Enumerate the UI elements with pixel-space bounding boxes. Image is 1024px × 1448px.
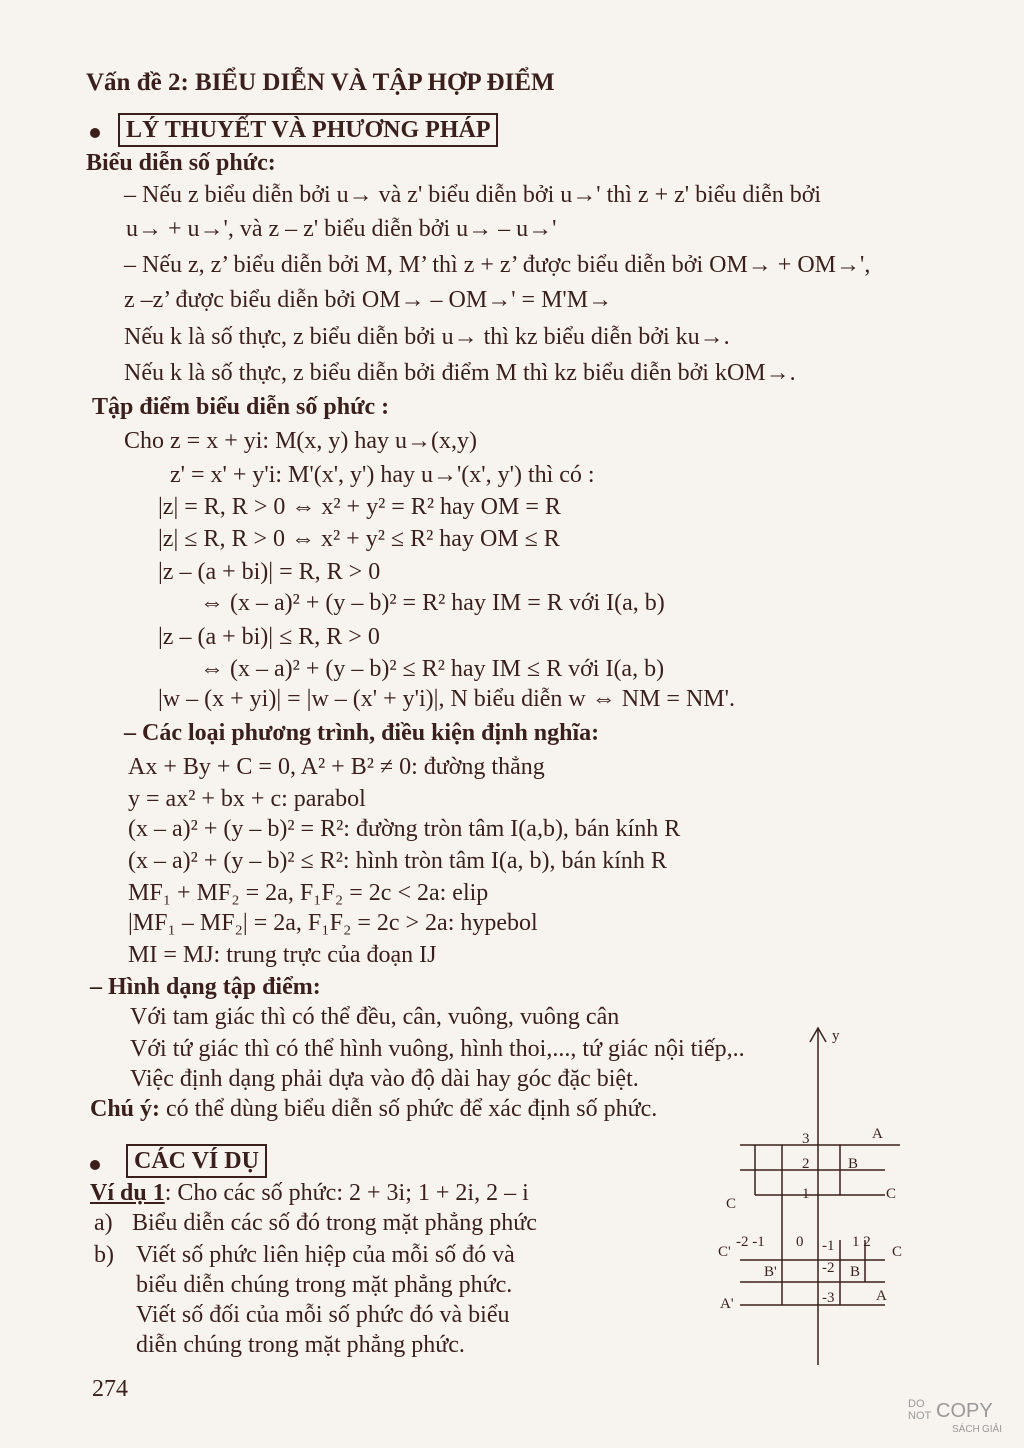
heading-phuong-trinh: – Các loại phương trình, điều kiện định nghĩa: xyxy=(124,720,600,746)
note-line xyxy=(90,1094,657,1124)
point-label: B xyxy=(850,1264,861,1280)
point-label: A' xyxy=(720,1296,734,1312)
text-line: y = ax² + bx + c: parabol xyxy=(128,786,366,812)
text-line: MF₁ + MF₂ = 2a, F₁F₂ = 2c < 2a: elip xyxy=(128,880,489,906)
text-line: Cho z = x + yi: M(x, y) hay u→(x,y) xyxy=(124,428,478,454)
tick-label: 1 2 xyxy=(852,1234,871,1250)
text-line: Với tam giác thì có thể đều, cân, vuông, vuông cân xyxy=(130,1004,620,1030)
tick-label: -2 xyxy=(822,1260,835,1276)
item-b-line: biểu diễn chúng trong mặt phẳng phức. xyxy=(136,1272,513,1298)
watermark-logo xyxy=(908,1398,1008,1438)
point-label: C' xyxy=(718,1244,731,1260)
point-label: B xyxy=(848,1156,859,1172)
text-line: – Nếu z, z’ biểu diễn bởi M, M’ thì z + z’ được biểu diễn bởi OM→ + OM→', xyxy=(124,252,871,278)
note-label: Chú ý: xyxy=(90,1096,161,1122)
text-line: |z – (a + bi)| ≤ R, R > 0 xyxy=(158,624,380,650)
page-title: Vấn đề 2: BIỂU DIỄN VÀ TẬP HỢP ĐIỂM xyxy=(86,69,555,96)
text-line: (x – a)² + (y – b)² ≤ R²: hình tròn tâm I(a, b), bán kính R xyxy=(128,848,667,874)
point-label: C xyxy=(892,1244,903,1260)
item-a-text: Biểu diễn các số đó trong mặt phẳng phức xyxy=(132,1210,537,1236)
section-heading-text: CÁC VÍ DỤ xyxy=(126,1144,267,1178)
heading-hinh-dang: – Hình dạng tập điểm: xyxy=(90,974,321,1000)
tick-label: 2 xyxy=(802,1156,810,1172)
text-line: Ax + By + C = 0, A² + B² ≠ 0: đường thẳng xyxy=(128,754,545,780)
text-line: (x – a)² + (y – b)² = R²: đường tròn tâm I(a,b), bán kính R xyxy=(128,816,681,842)
point-label: B' xyxy=(764,1264,777,1280)
tick-label: 3 xyxy=(802,1131,810,1147)
text-line: ⇔ (x – a)² + (y – b)² ≤ R² hay IM ≤ R với I(a, b) xyxy=(200,656,665,682)
watermark-text: NOT xyxy=(908,1410,932,1422)
text-line: |z| = R, R > 0 ⇔ x² + y² = R² hay OM = R xyxy=(158,494,561,520)
text-line: Với tứ giác thì có thể hình vuông, hình thoi,..., tứ giác nội tiếp,.. xyxy=(130,1036,745,1062)
point-label: A xyxy=(872,1126,883,1142)
page-number: 274 xyxy=(92,1376,128,1402)
complex-plane-figure xyxy=(700,1020,920,1370)
text-line: |z – (a + bi)| = R, R > 0 xyxy=(158,559,381,585)
text-line: z' = x' + y'i: M'(x', y') hay u→'(x', y') thì có : xyxy=(170,462,595,488)
watermark-text: SÁCH xyxy=(952,1424,980,1435)
item-b-line: Viết số đối của mỗi số phức đó và biểu xyxy=(136,1302,510,1328)
text-line: Nếu k là số thực, z biểu diễn bởi u→ thì kz biểu diễn bởi ku→. xyxy=(124,324,730,350)
example-title xyxy=(90,1178,529,1208)
item-b-line: Viết số phức liên hiệp của mỗi số đó và xyxy=(136,1242,515,1268)
text-line: z –z’ được biểu diễn bởi OM→ – OM→' = M'M→ xyxy=(124,287,613,313)
tick-label: -2 -1 xyxy=(736,1234,765,1250)
text-line: u→ + u→', và z – z' biểu diễn bởi u→ – u→' xyxy=(126,216,557,242)
point-label: A xyxy=(876,1288,887,1304)
section-heading-theory xyxy=(118,113,498,147)
section-heading-text: LÝ THUYẾT VÀ PHƯƠNG PHÁP xyxy=(118,113,498,147)
watermark-text: COPY xyxy=(936,1400,993,1422)
tick-label: 0 xyxy=(796,1234,804,1250)
bullet xyxy=(90,128,100,138)
text-line: MI = MJ: trung trực của đoạn IJ xyxy=(128,942,437,968)
heading-tap-diem: Tập điểm biểu diễn số phức : xyxy=(92,394,390,420)
text-line: |z| ≤ R, R > 0 ⇔ x² + y² ≤ R² hay OM ≤ R xyxy=(158,526,560,552)
item-a-mark: a) xyxy=(94,1210,113,1236)
example-label: Ví dụ 1 xyxy=(90,1180,165,1206)
text-line: – Nếu z biểu diễn bởi u→ và z' biểu diễn bởi u→' thì z + z' biểu diễn bởi xyxy=(124,182,822,208)
watermark-text: DO xyxy=(908,1398,925,1410)
section-heading-examples xyxy=(126,1144,267,1178)
text-line: |w – (x + yi)| = |w – (x' + y'i)|, N biểu diễn w ⇔ NM = NM'. xyxy=(158,686,735,712)
tick-label: 1 xyxy=(802,1186,810,1202)
heading-bieu-dien: Biểu diễn số phức: xyxy=(86,150,276,176)
note-text: có thể dùng biểu diễn số phức để xác định số phức. xyxy=(160,1096,658,1122)
bullet xyxy=(90,1160,100,1170)
watermark-text: GIẢI xyxy=(982,1424,1003,1435)
point-label: C xyxy=(886,1186,897,1202)
item-b-line: diễn chúng trong mặt phẳng phức. xyxy=(136,1332,465,1358)
example-text: : Cho các số phức: 2 + 3i; 1 + 2i, 2 – i xyxy=(164,1180,529,1206)
tick-label: -1 xyxy=(822,1238,835,1254)
tick-label: -3 xyxy=(822,1290,835,1306)
item-b-mark: b) xyxy=(94,1242,114,1268)
text-line: |MF₁ – MF₂| = 2a, F₁F₂ = 2c > 2a: hypebol xyxy=(128,910,538,936)
point-label: C xyxy=(726,1196,737,1212)
text-line: Việc định dạng phải dựa vào độ dài hay góc đặc biệt. xyxy=(130,1066,639,1092)
text-line: Nếu k là số thực, z biểu diễn bởi điểm M thì kz biểu diễn bởi kOM→. xyxy=(124,360,796,386)
text-line: ⇔ (x – a)² + (y – b)² = R² hay IM = R với I(a, b) xyxy=(200,590,665,616)
y-axis-label: y xyxy=(832,1028,840,1044)
